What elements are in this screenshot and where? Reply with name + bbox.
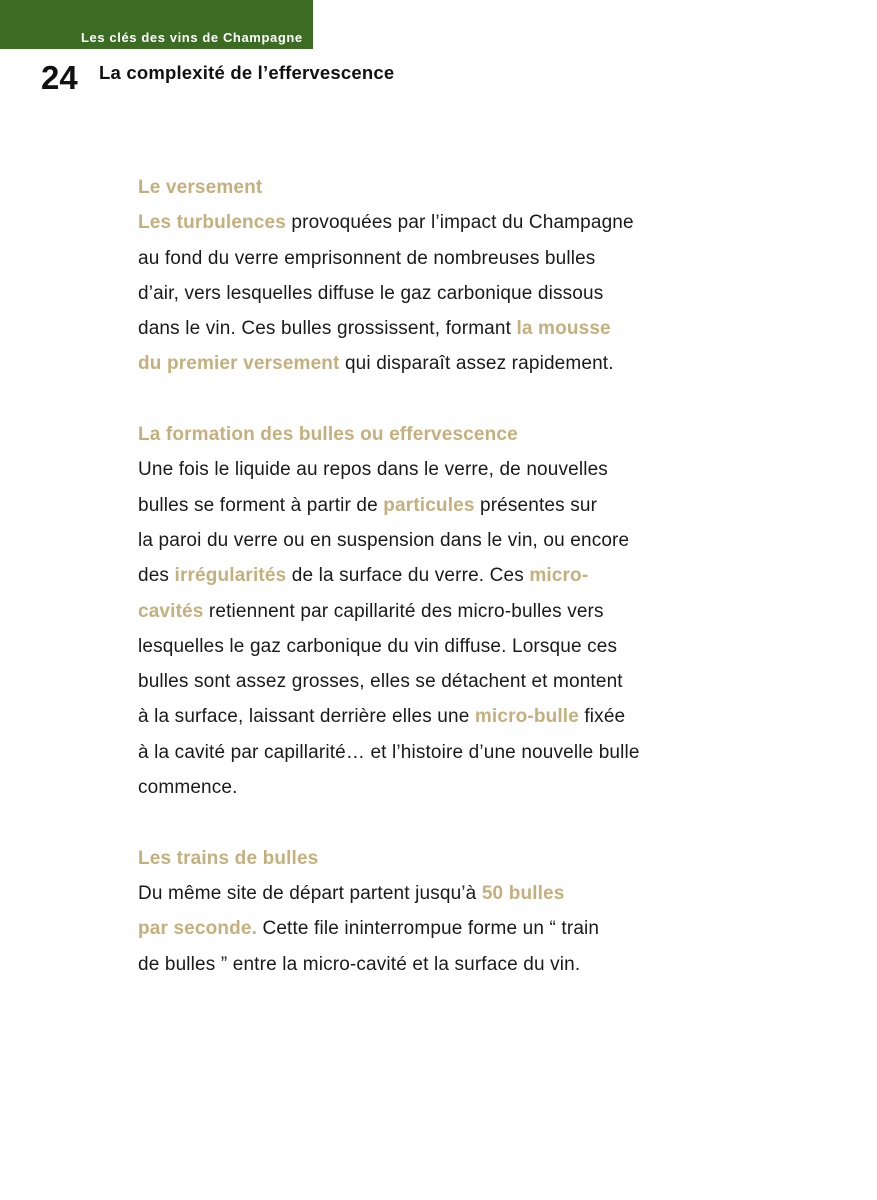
highlighted-term: micro- (529, 565, 589, 587)
text-run: Cette file ininterrompue forme un “ train (257, 918, 600, 940)
text-run: Du même site de départ partent jusqu’à (138, 882, 482, 904)
chapter-title: La complexité de l’effervescence (99, 62, 395, 83)
section (138, 170, 728, 382)
section (138, 841, 728, 982)
section (138, 417, 728, 805)
paragraph-line (138, 488, 728, 523)
text-run: présentes sur (474, 494, 598, 516)
text-run: dans le vin. Ces bulles grossissent, formant (138, 318, 517, 340)
highlighted-term: la mousse (516, 318, 611, 340)
paragraph-line (138, 523, 728, 558)
text-run: à la cavité par capillarité… et l’histoire d’une nouvelle bulle (138, 741, 640, 763)
text-run: des (138, 565, 175, 587)
paragraph-line (138, 947, 728, 982)
highlighted-term: 50 bulles (481, 882, 565, 904)
header-band (0, 0, 313, 49)
text-run: bulles se forment à partir de (138, 494, 384, 516)
highlighted-term: du premier versement (138, 353, 340, 375)
paragraph-line (138, 452, 728, 487)
section-title: Le versement (138, 177, 263, 198)
highlighted-term: micro-bulle (474, 706, 579, 728)
text-run: de la surface du verre. Ces (286, 565, 530, 587)
highlighted-term: particules (383, 494, 475, 516)
paragraph-line (138, 276, 728, 311)
book-title: Les clés des vins de Champagne (81, 30, 303, 45)
paragraph-line (138, 241, 728, 276)
text-run: bulles sont assez grosses, elles se détachent et montent (138, 671, 623, 693)
paragraph-line (138, 346, 728, 381)
text-run: à la surface, laissant derrière elles une (138, 706, 475, 728)
text-run: qui disparaît assez rapidement. (339, 353, 614, 375)
text-run: au fond du verre emprisonnent de nombreuses bulles (138, 247, 596, 269)
paragraph-line (138, 664, 728, 699)
highlighted-term: cavités (138, 600, 204, 622)
page-number: 24 (41, 59, 78, 96)
paragraph-line (138, 594, 728, 629)
paragraph-line (138, 629, 728, 664)
paragraph-line (138, 770, 728, 805)
paragraph-line (138, 876, 728, 911)
paragraph-line (138, 558, 728, 593)
paragraph-line (138, 311, 728, 346)
text-run: commence. (138, 777, 238, 799)
highlighted-term: Les turbulences (138, 212, 286, 234)
highlighted-term: par seconde. (138, 918, 258, 940)
highlighted-term: irrégularités (174, 565, 287, 587)
section-title: La formation des bulles ou effervescence (138, 424, 518, 446)
paragraph-line (138, 911, 728, 946)
section-title: Les trains de bulles (138, 847, 319, 869)
text-run: de bulles ” entre la micro-cavité et la surface du vin. (138, 953, 581, 975)
paragraph-line (138, 699, 728, 734)
text-run: provoquées par l’impact du Champagne (285, 212, 634, 234)
text-run: la paroi du verre ou en suspension dans le vin, ou encore (138, 529, 630, 551)
text-run: lesquelles le gaz carbonique du vin diffuse. Lorsque ces (138, 635, 618, 657)
paragraph-line (138, 735, 728, 770)
text-run: retiennent par capillarité des micro-bulles vers (203, 600, 604, 622)
text-run: fixée (578, 706, 626, 728)
text-run: d’air, vers lesquelles diffuse le gaz carbonique dissous (138, 282, 604, 304)
text-run: Une fois le liquide au repos dans le verre, de nouvelles (138, 459, 608, 481)
article-body (138, 170, 728, 1017)
paragraph-line (138, 205, 728, 240)
